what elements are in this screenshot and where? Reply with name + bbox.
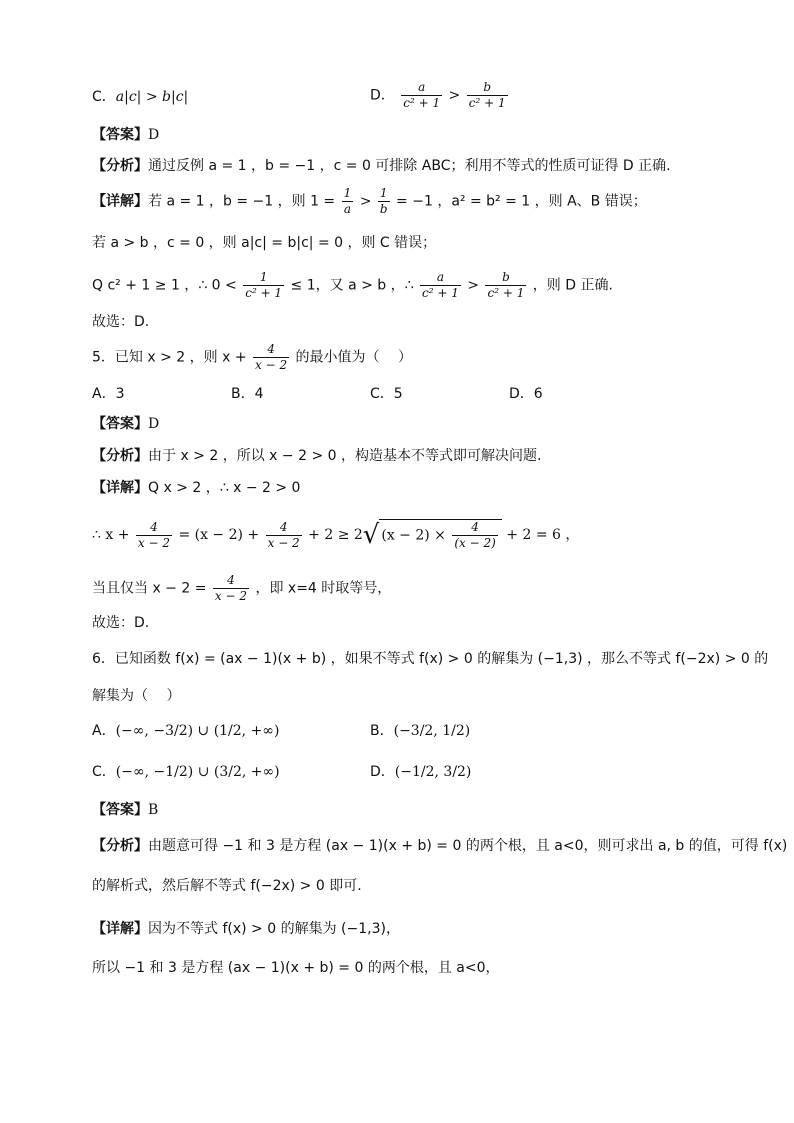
q6-option-b: B．(−3/2, 1/2) [370,723,471,739]
q5-equality-condition: 当且仅当 x − 2 = $\frac{4}{x - 2}$ ，即 x=4 时取等号， [92,573,392,603]
q6-analysis-line-2: 的解析式，然后解不等式 f(−2x) > 0 即可. [92,878,362,894]
fraction: $\frac{1}{b}$ [379,186,388,216]
q4-detail-line-2: 若 a > b ，c = 0 ，则 a|c| = b|c| = 0 ，则 C 错误； [92,235,437,251]
fraction: $\frac{4}{x - 2}$ [137,519,170,550]
fraction: $\frac{1}{a}$ [343,186,352,216]
q6-option-a: A．(−∞, −3/2) ∪ (1/2, +∞) [92,723,280,739]
q4-option-c-expr: a|c| > b|c| [115,89,189,105]
q6-stem-line-1: 6．已知函数 f(x) = (ax − 1)(x + b) ，如果不等式 f(x) > 0 的解集为 (−1,3) ，那么不等式 f(−2x) > 0 的 [92,651,769,667]
q6-option-c: C．(−∞, −1/2) ∪ (3/2, +∞) [92,764,280,780]
q6-answer: 【答案】B [92,802,159,818]
fraction: $\frac{4}{x - 2}$ [267,519,300,550]
fraction: $\frac{4}{x - 2}$ [214,573,248,603]
q4-detail-line-3: Q c² + 1 ≥ 1 ，∴ 0 < $\frac{1}{\text{c² + 1}}$ ≤ 1，又 a > b ，∴ $\frac{a}{\text{c² + 1}}$ > $\frac{b}{\text{c² + 1}}$ ，则 D 正确. [92,270,613,300]
q6-detail-line-1: 【详解】因为不等式 f(x) > 0 的解集为 (−1,3)， [92,921,400,937]
fraction: $\frac{1}{\text{c² + 1}}$ [245,270,283,300]
q5-detail-equation: ∴ x + $\frac{4}{x - 2}$ = (x − 2) + $\frac{4}{x - 2}$ + 2 ≥ 2√ (x − 2) × $\frac{4}{(x - 2)}$ + 2 = 6 ， [92,519,580,550]
q5-option-a: A．3 [92,386,125,402]
fraction: $\frac{a}{\text{c² + 1}}$ [403,80,441,110]
q5-conclusion: 故选：D. [92,615,150,631]
fraction: $\frac{a}{\text{c² + 1}}$ [421,270,459,300]
fraction: $\frac{b}{\text{c² + 1}}$ [468,80,506,110]
q4-option-c: C．a|c| > b|c| [92,89,189,105]
q5-detail-line-1: 【详解】Q x > 2 ，∴ x − 2 > 0 [92,480,301,496]
fraction: $\frac{4}{(x - 2)}$ [454,520,496,550]
q5-analysis: 【分析】由于 x > 2 ，所以 x − 2 > 0 ，构造基本不等式即可解决问题. [92,448,542,464]
q4-detail-line-1: 【详解】若 a = 1 ，b = −1 ，则 1 = $\frac{1}{a}$ > $\frac{1}{b}$ = −1 ，a² = b² = 1 ，则 A、B 错误； [92,186,647,216]
q4-conclusion: 故选：D. [92,314,150,330]
q6-stem-line-2: 解集为（ ） [92,688,181,704]
sqrt-sign: √ [362,520,380,550]
q6-option-d: D．(−1/2, 3/2) [370,764,472,780]
q4-answer: 【答案】D [92,127,160,143]
q4-option-d: D． $\frac{a}{\text{c² + 1}}$ > $\frac{b}{\text{c² + 1}}$ [370,80,506,110]
q6-detail-line-2: 所以 −1 和 3 是方程 (ax − 1)(x + b) = 0 的两个根，且 a<0， [92,960,500,976]
q5-stem: 5．已知 x > 2 ，则 x + $\frac{4}{x - 2}$ 的最小值为（ ） [92,342,412,372]
q5-option-d: D．6 [509,386,543,402]
sqrt-radicand: (x − 2) × $\frac{4}{(x - 2)}$ [379,519,501,551]
q4-analysis: 【分析】通过反例 a = 1 ，b = −1 ，c = 0 可排除 ABC；利用不等式的性质可证得 D 正确. [92,158,671,174]
q5-option-b: B．4 [231,386,264,402]
q6-analysis-line-1: 【分析】由题意可得 −1 和 3 是方程 (ax − 1)(x + b) = 0 的两个根，且 a<0，则可求出 a, b 的值，可得 f(x) [92,838,788,854]
q5-answer: 【答案】D [92,416,160,432]
fraction: $\frac{4}{x - 2}$ [255,342,288,372]
q5-option-c: C．5 [370,386,403,402]
fraction: $\frac{b}{\text{c² + 1}}$ [487,270,525,300]
